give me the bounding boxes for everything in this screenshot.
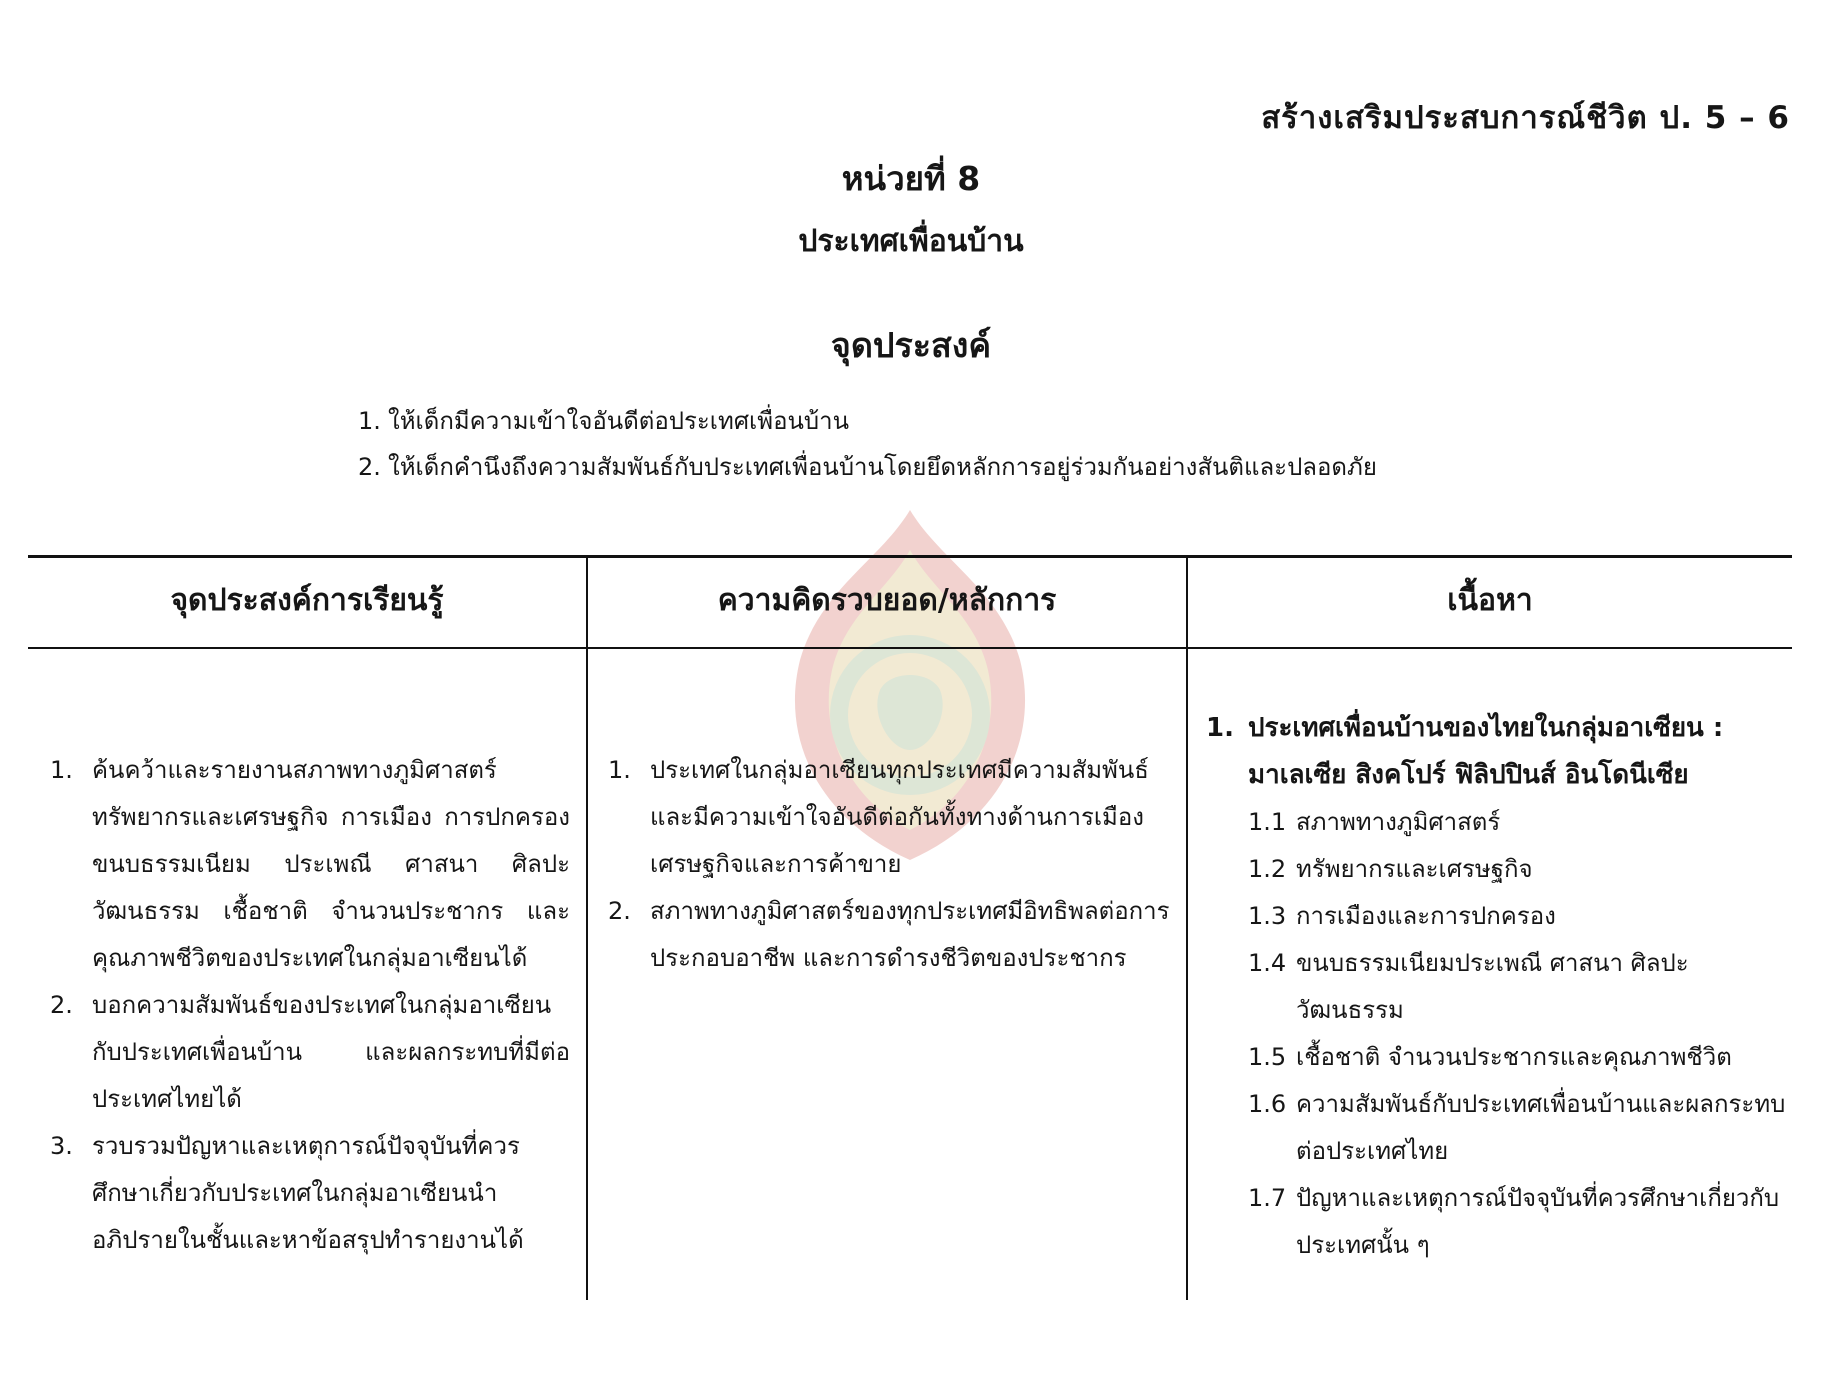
objective-number: 2. xyxy=(358,453,381,481)
sub-item-number: 1.4 xyxy=(1248,949,1287,977)
objective-text: ให้เด็กคำนึงถึงความสัมพันธ์กับประเทศเพื่อนบ้านโดยยึดหลักการอยู่ร่วมกันอย่างสันติและปลอดภัย xyxy=(388,453,1377,481)
list-item xyxy=(50,747,570,982)
sub-item xyxy=(1206,1034,1786,1081)
learning-objectives-cell xyxy=(50,747,570,1264)
sub-item-text: สภาพทางภูมิศาสตร์ xyxy=(1296,808,1501,836)
objective-item xyxy=(358,398,1377,444)
sub-item xyxy=(1206,799,1786,846)
column-header-concepts: ความคิดรวบยอด/หลักการ xyxy=(717,583,1057,618)
unit-subtitle: ประเทศเพื่อนบ้าน xyxy=(798,224,1024,259)
sub-item-text: ปัญหาและเหตุการณ์ปัจจุบันที่ควรศึกษาเกี่ยวกับประเทศนั้น ๆ xyxy=(1296,1184,1780,1259)
list-item xyxy=(608,747,1183,888)
item-number: 1. xyxy=(608,756,631,784)
objectives-heading: จุดประสงค์ xyxy=(830,326,992,366)
objective-text: ให้เด็กมีความเข้าใจอันดีต่อประเทศเพื่อนบ้าน xyxy=(388,407,850,435)
column-divider xyxy=(586,555,588,1300)
item-number: 1. xyxy=(50,756,73,784)
list-item xyxy=(608,888,1183,982)
item-text: ประเทศในกลุ่มอาเซียนทุกประเทศมีความสัมพันธ์และมีความเข้าใจอันดีต่อกันทั้งทางด้านการเมือง เศรษฐกิจและการค้าขาย xyxy=(650,756,1149,878)
list-item xyxy=(50,1123,570,1264)
item-text: ค้นคว้าและรายงานสภาพทางภูมิศาสตร์ ทรัพยากรและเศรษฐกิจ การเมือง การปกครอง ขนบธรรมเนียม ประเพณี ศาสนา ศิลปะ วัฒนธรรม เชื้อชาติ จำนวนประชากร และคุณภาพชีวิตของประเทศในกลุ่มอาเซียนได้ xyxy=(92,756,570,972)
sub-item xyxy=(1206,1081,1786,1175)
item-number: 1. xyxy=(1206,713,1234,743)
column-header-learning-objectives: จุดประสงค์การเรียนรู้ xyxy=(170,583,444,618)
list-item xyxy=(50,982,570,1123)
item-number: 2. xyxy=(50,991,73,1019)
item-text: บอกความสัมพันธ์ของประเทศในกลุ่มอาเซียนกับประเทศเพื่อนบ้าน และผลกระทบที่มีต่อประเทศไทยได้ xyxy=(92,991,570,1113)
item-number: 2. xyxy=(608,897,631,925)
column-divider xyxy=(1186,555,1188,1300)
sub-item xyxy=(1206,1175,1786,1269)
column-header-content: เนื้อหา xyxy=(1447,583,1533,618)
item-text: ประเทศเพื่อนบ้านของไทยในกลุ่มอาเซียน : มาเลเซีย สิงคโปร์ ฟิลิปปินส์ อินโดนีเซีย xyxy=(1248,713,1724,790)
sub-item-text: ทรัพยากรและเศรษฐกิจ xyxy=(1296,855,1533,883)
sub-item-number: 1.7 xyxy=(1248,1184,1287,1212)
curriculum-table xyxy=(28,555,1792,1300)
content-heading-item xyxy=(1206,705,1786,799)
sub-item-text: เชื้อชาติ จำนวนประชากรและคุณภาพชีวิต xyxy=(1296,1043,1732,1071)
concepts-cell xyxy=(608,747,1183,982)
sub-item-text: ขนบธรรมเนียมประเพณี ศาสนา ศิลปะ วัฒนธรรม xyxy=(1296,949,1689,1024)
sub-item xyxy=(1206,846,1786,893)
sub-item-number: 1.2 xyxy=(1248,855,1287,883)
objective-number: 1. xyxy=(358,407,381,435)
objective-item xyxy=(358,444,1377,490)
unit-title: หน่วยที่ 8 xyxy=(841,159,981,198)
sub-item-text: ความสัมพันธ์กับประเทศเพื่อนบ้านและผลกระทบต่อประเทศไทย xyxy=(1296,1090,1786,1165)
table-header-rule xyxy=(28,647,1792,649)
objectives-list xyxy=(358,398,1377,490)
item-text: สภาพทางภูมิศาสตร์ของทุกประเทศมีอิทธิพลต่อการประกอบอาชีพ และการดำรงชีวิตของประชากร xyxy=(650,897,1170,972)
item-text: รวบรวมปัญหาและเหตุการณ์ปัจจุบันที่ควรศึกษาเกี่ยวกับประเทศในกลุ่มอาเซียนนำอภิปรายในชั้นและหาข้อสรุปทำรายงานได้ xyxy=(92,1132,524,1254)
book-title: สร้างเสริมประสบการณ์ชีวิต ป. 5 – 6 xyxy=(1261,100,1790,136)
sub-item xyxy=(1206,893,1786,940)
sub-item-number: 1.6 xyxy=(1248,1090,1287,1118)
sub-item xyxy=(1206,940,1786,1034)
sub-item-text: การเมืองและการปกครอง xyxy=(1296,902,1556,930)
sub-item-number: 1.3 xyxy=(1248,902,1287,930)
item-number: 3. xyxy=(50,1132,73,1160)
content-cell xyxy=(1206,705,1786,1269)
sub-item-number: 1.5 xyxy=(1248,1043,1287,1071)
sub-item-number: 1.1 xyxy=(1248,808,1287,836)
